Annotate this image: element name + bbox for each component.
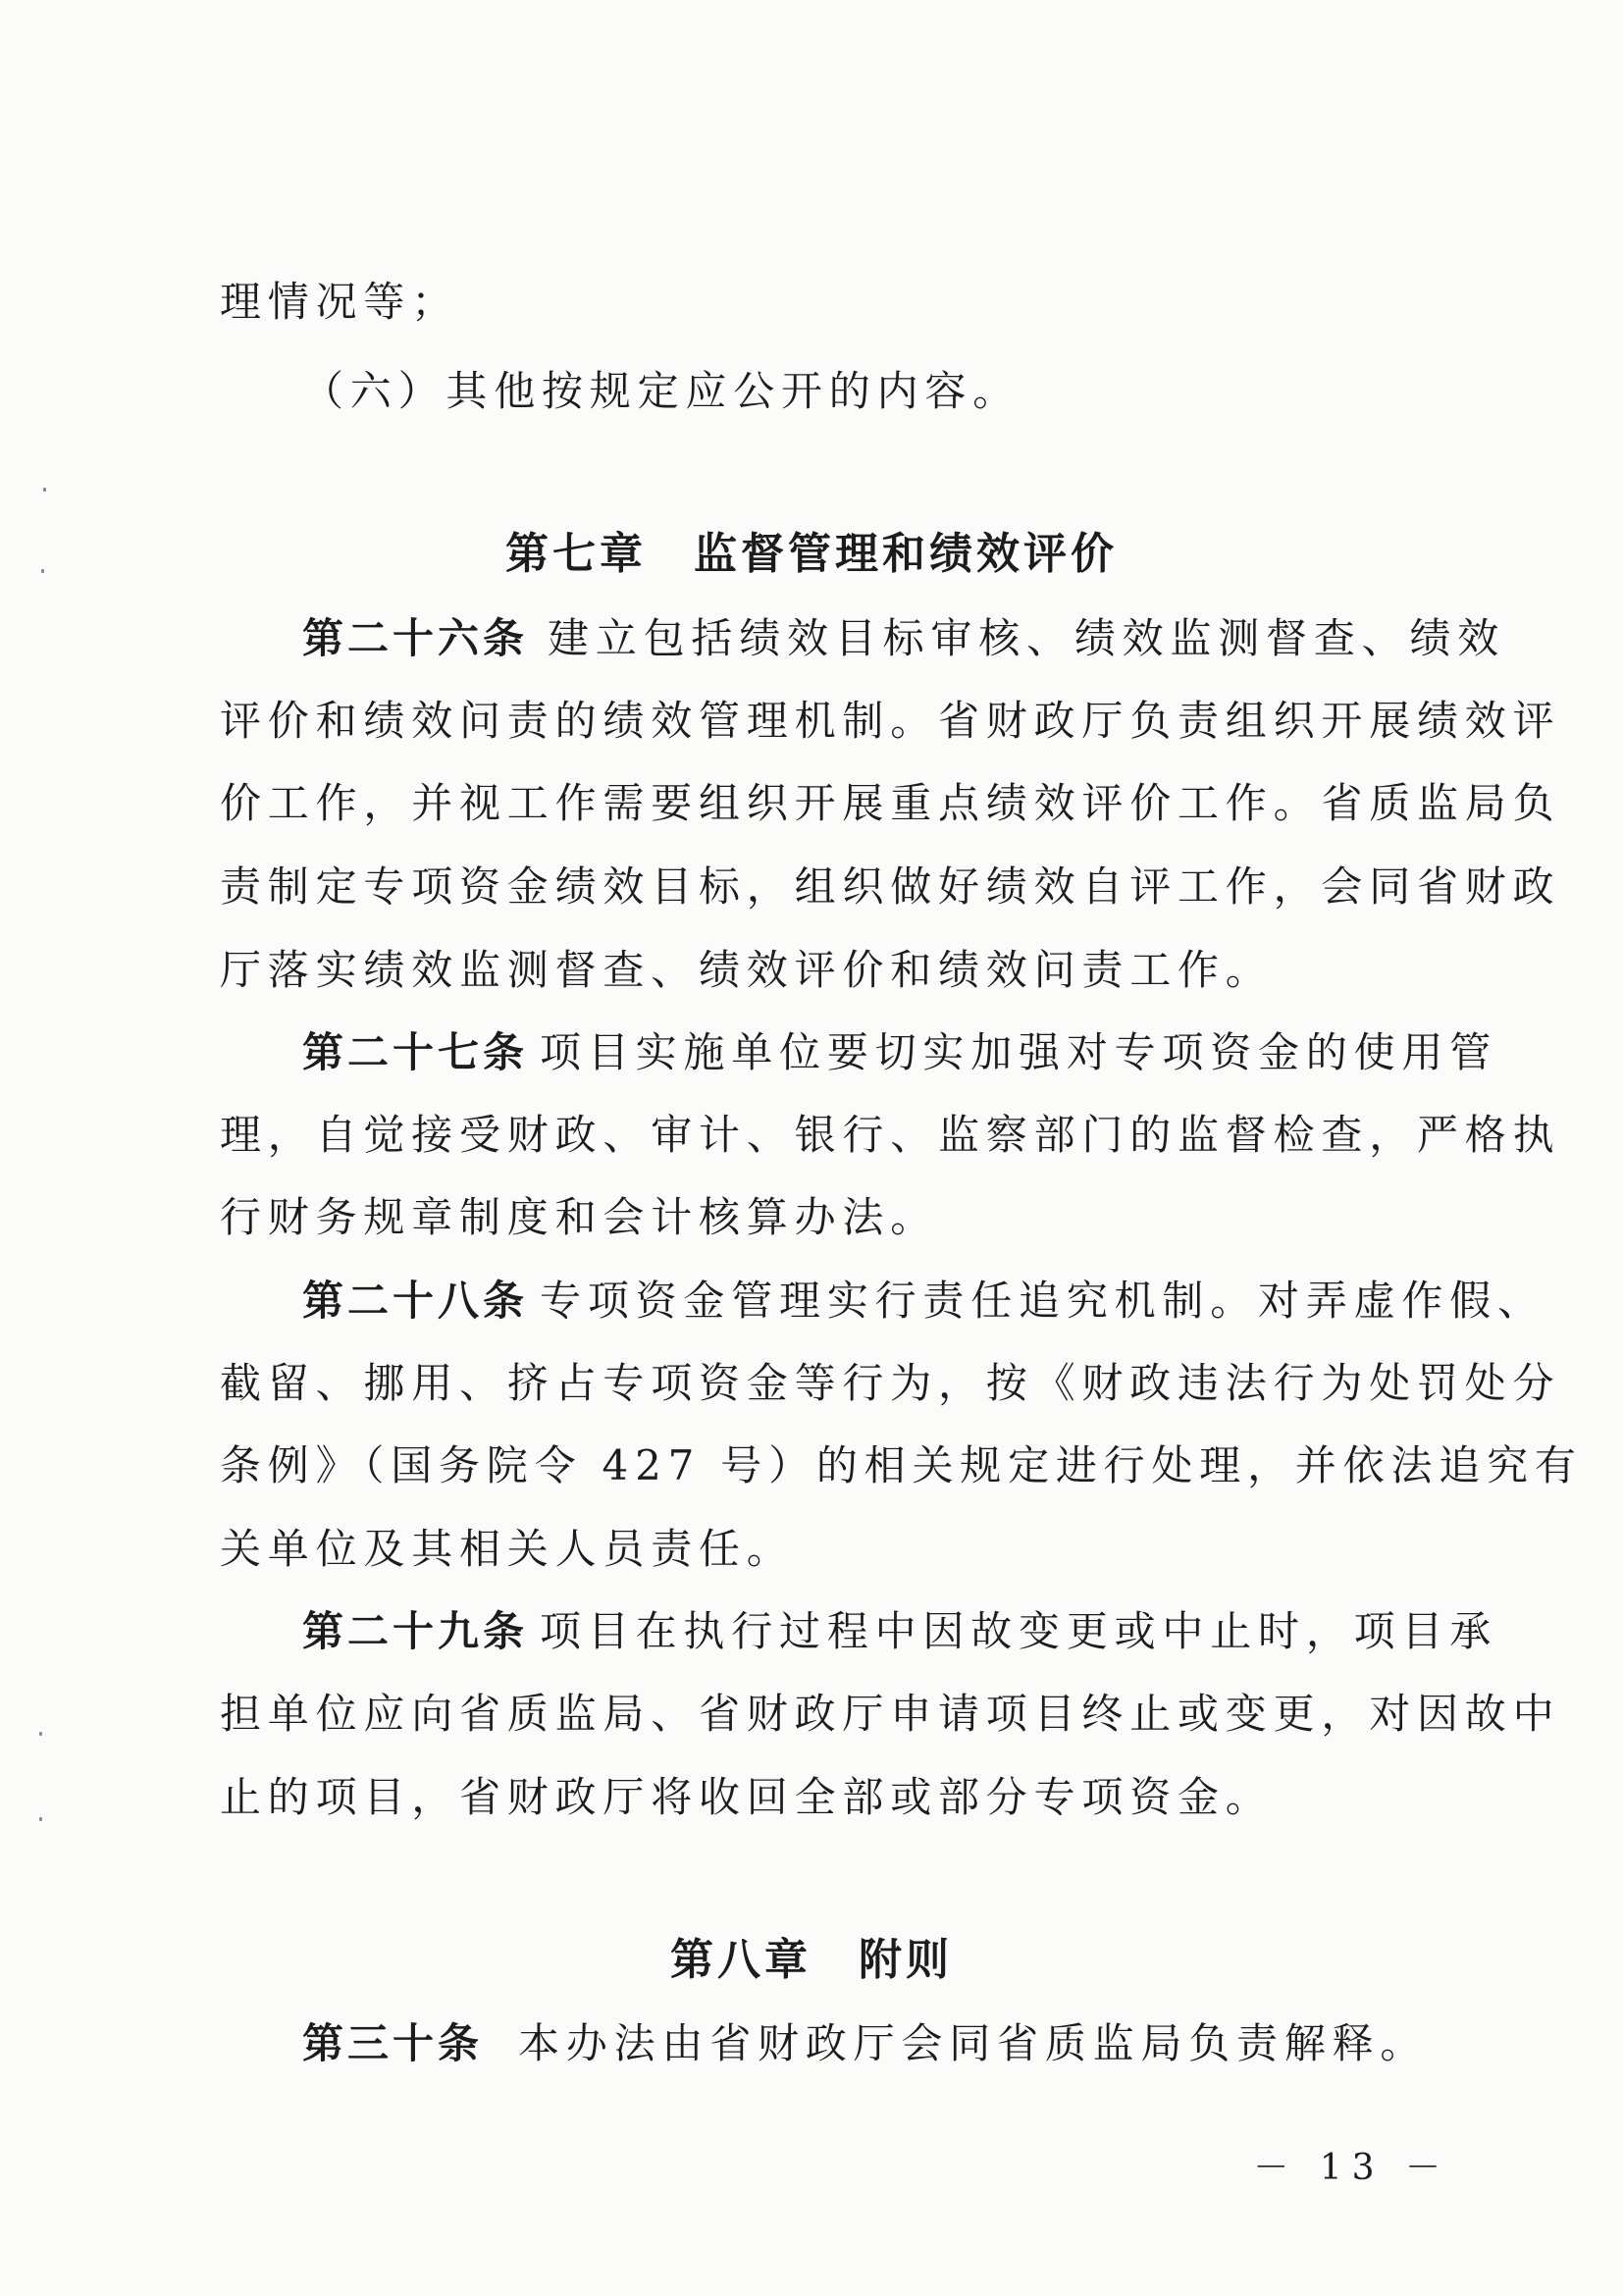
- page-number: － 13 －: [1253, 2148, 1450, 2188]
- paragraph-line: 价工作，并视工作需要组织开展重点绩效评价工作。省质监局负: [220, 779, 1561, 827]
- article-text: 专项资金管理实行责任追究机制。对弄虚作假、: [540, 1277, 1545, 1325]
- article-label: 第二十六条: [302, 614, 529, 662]
- article-label: 第二十七条: [302, 1028, 529, 1076]
- article-first-line: [302, 1607, 1498, 1655]
- paragraph-line: 行财务规章制度和会计核算办法。: [220, 1193, 939, 1241]
- paragraph-line: 关单位及其相关人员责任。: [220, 1525, 795, 1573]
- paragraph-line: 评价和绩效问责的绩效管理机制。省财政厅负责组织开展绩效评: [220, 697, 1561, 745]
- article-first-line: [302, 1277, 1545, 1325]
- paragraph-line: 止的项目，省财政厅将收回全部或部分专项资金。: [220, 1773, 1274, 1821]
- article-label: 第二十九条: [302, 1607, 529, 1655]
- chapter-heading: 第八章 附则: [670, 1935, 953, 1985]
- paragraph-line: 厅落实绩效监测督查、绩效评价和绩效问责工作。: [220, 946, 1274, 994]
- paragraph-line: 责制定专项资金绩效目标，组织做好绩效自评工作，会同省财政: [220, 862, 1561, 911]
- article-first-line: [302, 1028, 1498, 1076]
- scan-speck: [39, 1732, 42, 1736]
- article-first-line: [302, 2019, 1450, 2067]
- article-first-line: [302, 614, 1506, 662]
- scan-speck: [39, 1817, 42, 1821]
- article-label: 第二十八条: [302, 1277, 529, 1325]
- article-label: 第三十条: [302, 2019, 484, 2067]
- paragraph-line: 条例》（国务院令 427 号）的相关规定进行处理，并依法追究有: [220, 1441, 1583, 1489]
- paragraph-line: 理，自觉接受财政、审计、银行、监察部门的监督检查，严格执: [220, 1111, 1561, 1159]
- article-text: 本办法由省财政厅会同省质监局负责解释。: [518, 2019, 1429, 2067]
- list-item-six: （六）其他按规定应公开的内容。: [302, 367, 1021, 415]
- paragraph-line: 担单位应向省质监局、省财政厅申请项目终止或变更，对因故中: [220, 1690, 1561, 1738]
- paragraph-line: 截留、挪用、挤占专项资金等行为，按《财政违法行为处罚处分: [220, 1359, 1561, 1407]
- scan-speck: [43, 488, 46, 492]
- chapter-heading: 第七章 监督管理和绩效评价: [505, 529, 1118, 579]
- paragraph-line: 理情况等；: [220, 278, 460, 326]
- article-text: 项目在执行过程中因故变更或中止时，项目承: [540, 1607, 1498, 1655]
- article-text: 建立包括绩效目标审核、绩效监测督查、绩效: [548, 614, 1506, 662]
- article-text: 项目实施单位要切实加强对专项资金的使用管: [540, 1028, 1498, 1076]
